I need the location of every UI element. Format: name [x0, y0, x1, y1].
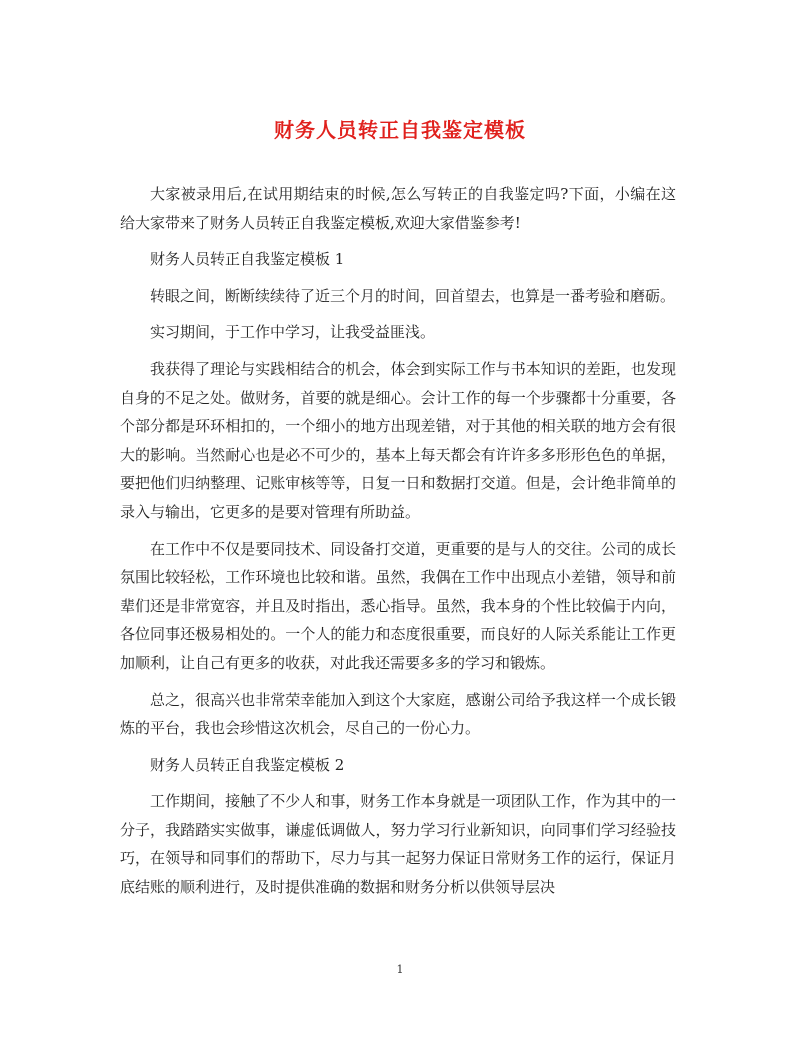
section-1-heading: 财务人员转正自我鉴定模板 1	[150, 250, 345, 269]
section-2-paragraph-1: 工作期间，接触了不少人和事，财务工作本身就是一项团队工作，作为其中的一分子，我踏踏实实做事，谦虚低调做人，努力学习行业新知识，向同事们学习经验技巧，在领导和同事们的帮助下，尽力与其一起努力保证日常财务工作的运行，保证月底结账的顺利进行，及时提供准确的数据和财务分析以供领导层决	[120, 792, 676, 897]
intro-paragraph: 大家被录用后,在试用期结束的时候,怎么写转正的自我鉴定吗?下面，小编在这给大家带来了财务人员转正自我鉴定模板,欢迎大家借鉴参考!	[120, 185, 676, 232]
section-1-paragraph-5: 总之，很高兴也非常荣幸能加入到这个大家庭，感谢公司给予我这样一个成长锻炼的平台，我也会珍惜这次机会，尽自己的一份心力。	[120, 690, 676, 738]
document-title: 财务人员转正自我鉴定模板	[274, 118, 526, 142]
section-1-paragraph-2: 实习期间，于工作中学习，让我受益匪浅。	[150, 323, 436, 342]
section-1-paragraph-4: 在工作中不仅是要同技术、同设备打交道，更重要的是与人的交往。公司的成长氛围比较轻松，工作环境也比较和谐。虽然，我偶在工作中出现点小差错，领导和前辈们还是非常宽容，并且及时指出，悉心指导。虽然，我本身的个性比较偏于内向，各位同事还极易相处的。一个人的能力和态度很重要，而良好的人际关系能让工作更加顺利，让自己有更多的收获，对此我还需要多多的学习和锻炼。	[120, 539, 676, 672]
section-2-heading: 财务人员转正自我鉴定模板 2	[150, 755, 345, 774]
section-1-paragraph-3: 我获得了理论与实践相结合的机会，体会到实际工作与书本知识的差距，也发现自身的不足之处。做财务，首要的就是细心。会计工作的每一个步骤都十分重要，各个部分都是环环相扣的，一个细小的地方出现差错，对于其他的相关联的地方会有很大的影响。当然耐心也是必不可少的，基本上每天都会有许许多多形形色色的单据，要把他们归纳整理、记账审核等等，日复一日和数据打交道。但是，会计绝非简单的录入与输出，它更多的是要对管理有所助益。	[120, 359, 676, 521]
document-body	[120, 180, 676, 910]
section-1-paragraph-1: 转眼之间，断断续续待了近三个月的时间，回首望去，也算是一番考验和磨砺。	[150, 286, 676, 305]
page-number: 1	[396, 963, 404, 976]
